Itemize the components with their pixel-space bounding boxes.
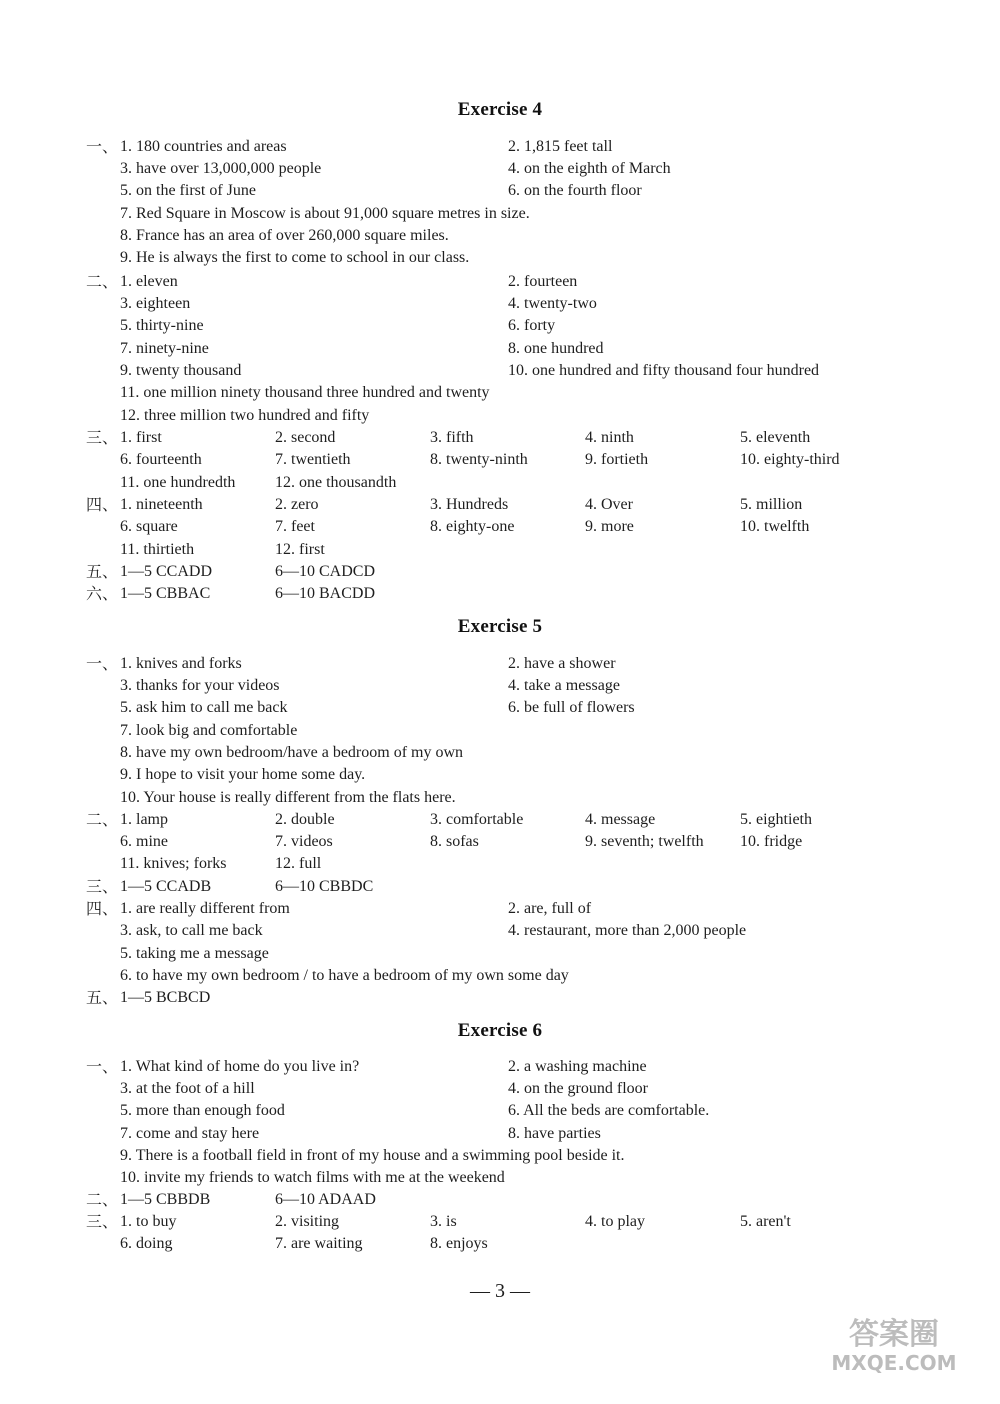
ex5-s1-row2 xyxy=(0,675,1000,697)
answer-item: 6. forty xyxy=(508,317,556,334)
ex6-s2-row xyxy=(0,1189,1000,1211)
answer-item: 1. to buy xyxy=(120,1213,177,1230)
answer-item: 1—5 CBBAC xyxy=(120,585,211,602)
answer-item: 6. All the beds are comfortable. xyxy=(508,1102,710,1119)
watermark-bottom-text: MXQE.COM xyxy=(831,1351,957,1375)
ex5-s4-row3 xyxy=(0,943,1000,965)
answer-item: 5. thirty-nine xyxy=(120,317,204,334)
answer-item: 5. on the first of June xyxy=(120,182,256,199)
ex6-s1-row5 xyxy=(0,1145,1000,1167)
answer-item: 1. lamp xyxy=(120,811,168,828)
answer-item: 4. message xyxy=(585,811,656,828)
ex4-s2-row2 xyxy=(0,293,1000,315)
ex5-s2-row3 xyxy=(0,853,1000,875)
answer-item: 5. taking me a message xyxy=(120,945,269,962)
ex4-s6-row xyxy=(0,583,1000,605)
answer-item: 4. Over xyxy=(585,496,633,513)
answer-item: 8. have my own bedroom/have a bedroom of my own xyxy=(120,744,464,761)
page-number: — 3 — xyxy=(470,1280,530,1302)
answer-item: 8. eighty-one xyxy=(430,518,515,535)
answer-item: 7. videos xyxy=(275,833,333,850)
answer-item: 3. fifth xyxy=(430,429,474,446)
answer-item: 5. ask him to call me back xyxy=(120,699,288,716)
section-number: 三、 xyxy=(86,877,119,896)
answer-item: 10. Your house is really different from the flats here. xyxy=(120,789,456,806)
answer-item: 11. knives; forks xyxy=(120,855,227,872)
ex6-s1-row6 xyxy=(0,1167,1000,1189)
section-number: 三、 xyxy=(86,428,119,447)
answer-item: 5. eightieth xyxy=(740,811,812,828)
ex4-s1-row2 xyxy=(0,158,1000,180)
section-number: 三、 xyxy=(86,1212,119,1231)
answer-item: 6. be full of flowers xyxy=(508,699,635,716)
answer-item: 7. come and stay here xyxy=(120,1125,260,1142)
ex6-s1-row3 xyxy=(0,1100,1000,1122)
exercise-5-title: Exercise 5 xyxy=(457,616,543,637)
answer-item: 5. aren't xyxy=(740,1213,791,1230)
ex5-s4-row4 xyxy=(0,965,1000,987)
ex5-s1-row4 xyxy=(0,720,1000,742)
answer-item: 7. Red Square in Moscow is about 91,000 square metres in size. xyxy=(120,205,530,222)
section-number: 一、 xyxy=(86,137,119,156)
answer-item: 4. on the eighth of March xyxy=(508,160,671,177)
answer-item: 12. full xyxy=(275,855,322,872)
ex5-s5-row xyxy=(0,987,1000,1009)
ex4-s1-row6 xyxy=(0,247,1000,269)
answer-item: 7. ninety-nine xyxy=(120,340,209,357)
answer-item: 6—10 CADCD xyxy=(275,563,376,580)
answer-item: 8. one hundred xyxy=(508,340,604,357)
ex5-s2-row1 xyxy=(0,809,1000,831)
answer-item: 9. fortieth xyxy=(585,451,649,468)
answer-item: 6—10 ADAAD xyxy=(275,1191,376,1208)
answer-item: 3. comfortable xyxy=(430,811,524,828)
answer-item: 2. visiting xyxy=(275,1213,340,1230)
section-number: 四、 xyxy=(86,495,119,514)
section-number: 一、 xyxy=(86,654,119,673)
ex4-s2-row3 xyxy=(0,315,1000,337)
answer-item: 9. seventh; twelfth xyxy=(585,833,704,850)
answer-item: 10. twelfth xyxy=(740,518,810,535)
answer-item: 2. zero xyxy=(275,496,319,513)
ex5-s1-row5 xyxy=(0,742,1000,764)
ex5-s1-row3 xyxy=(0,697,1000,719)
answer-item: 3. Hundreds xyxy=(430,496,509,513)
answer-item: 4. restaurant, more than 2,000 people xyxy=(508,922,747,939)
answer-item: 10. invite my friends to watch films with me at the weekend xyxy=(120,1169,505,1186)
answer-item: 1. knives and forks xyxy=(120,655,242,672)
answer-item: 1—5 CCADD xyxy=(120,563,213,580)
answer-item: 3. ask, to call me back xyxy=(120,922,263,939)
answer-item: 1. What kind of home do you live in? xyxy=(120,1058,360,1075)
section-number: 一、 xyxy=(86,1057,119,1076)
answer-item: 4. twenty-two xyxy=(508,295,597,312)
ex5-s2-row2 xyxy=(0,831,1000,853)
answer-item: 9. I hope to visit your home some day. xyxy=(120,766,366,783)
answer-item: 2. have a shower xyxy=(508,655,616,672)
ex5-s1-row1 xyxy=(0,653,1000,675)
answer-item: 2. are, full of xyxy=(508,900,592,917)
answer-item: 8. France has an area of over 260,000 square miles. xyxy=(120,227,449,244)
answer-item: 8. sofas xyxy=(430,833,479,850)
ex6-s1-row1 xyxy=(0,1056,1000,1078)
answer-item: 2. fourteen xyxy=(508,273,578,290)
answer-item: 3. at the foot of a hill xyxy=(120,1080,255,1097)
section-number: 五、 xyxy=(86,562,119,581)
answer-item: 10. fridge xyxy=(740,833,803,850)
ex4-s2-row7 xyxy=(0,405,1000,427)
answer-item: 3. thanks for your videos xyxy=(120,677,280,694)
section-number: 二、 xyxy=(86,810,119,829)
section-number: 六、 xyxy=(86,584,119,603)
answer-item: 1. 180 countries and areas xyxy=(120,138,287,155)
answer-item: 6. fourteenth xyxy=(120,451,202,468)
answer-item: 12. three million two hundred and fifty xyxy=(120,407,370,424)
answer-item: 12. one thousandth xyxy=(275,474,397,491)
answer-item: 2. a washing machine xyxy=(508,1058,647,1075)
answer-item: 1—5 BCBCD xyxy=(120,989,211,1006)
ex5-s1-row6 xyxy=(0,764,1000,786)
watermark-logo xyxy=(788,1312,988,1376)
answer-item: 10. one hundred and fifty thousand four hundred xyxy=(508,362,820,379)
section-number: 四、 xyxy=(86,899,119,918)
ex4-s1-row5 xyxy=(0,225,1000,247)
ex5-s1-row7 xyxy=(0,787,1000,809)
answer-item: 7. twentieth xyxy=(275,451,351,468)
answer-item: 7. look big and comfortable xyxy=(120,722,298,739)
answer-item: 1. nineteenth xyxy=(120,496,203,513)
ex4-s1-row4 xyxy=(0,203,1000,225)
answer-item: 6. on the fourth floor xyxy=(508,182,642,199)
ex5-s4-row1 xyxy=(0,898,1000,920)
answer-item: 11. thirtieth xyxy=(120,541,195,558)
ex4-s2-row6 xyxy=(0,382,1000,404)
ex5-s4-row2 xyxy=(0,920,1000,942)
ex4-s2-row5 xyxy=(0,360,1000,382)
answer-item: 5. million xyxy=(740,496,803,513)
ex4-s4-row1 xyxy=(0,494,1000,516)
answer-item: 2. double xyxy=(275,811,335,828)
ex4-s4-row2 xyxy=(0,516,1000,538)
ex6-s3-row1 xyxy=(0,1211,1000,1233)
exercise-4-title: Exercise 4 xyxy=(457,99,543,120)
ex5-s3-row xyxy=(0,876,1000,898)
answer-item: 6—10 CBBDC xyxy=(275,878,374,895)
answer-item: 1—5 CBBDB xyxy=(120,1191,211,1208)
answer-item: 11. one hundredth xyxy=(120,474,236,491)
answer-item: 4. on the ground floor xyxy=(508,1080,648,1097)
answer-item: 8. enjoys xyxy=(430,1235,488,1252)
ex4-s1-row1 xyxy=(0,136,1000,158)
answer-item: 3. is xyxy=(430,1213,457,1230)
answer-item: 2. 1,815 feet tall xyxy=(508,138,613,155)
answer-item: 1—5 CCADB xyxy=(120,878,212,895)
answer-item: 1. eleven xyxy=(120,273,178,290)
ex6-s3-row2 xyxy=(0,1233,1000,1255)
answer-item: 11. one million ninety thousand three hundred and twenty xyxy=(120,384,490,401)
section-number: 二、 xyxy=(86,1190,119,1209)
ex4-s3-row2 xyxy=(0,449,1000,471)
answer-item: 7. are waiting xyxy=(275,1235,363,1252)
section-number: 五、 xyxy=(86,988,119,1007)
answer-item: 7. feet xyxy=(275,518,315,535)
watermark-top-text: 答案圈 xyxy=(849,1317,939,1352)
answer-item: 9. There is a football field in front of my house and a swimming pool beside it. xyxy=(120,1147,625,1164)
ex4-s1-row3 xyxy=(0,180,1000,202)
answer-item: 3. have over 13,000,000 people xyxy=(120,160,322,177)
answer-item: 10. eighty-third xyxy=(740,451,840,468)
section-number: 二、 xyxy=(86,272,119,291)
ex4-s2-row1 xyxy=(0,271,1000,293)
ex4-s3-row3 xyxy=(0,472,1000,494)
ex6-s1-row2 xyxy=(0,1078,1000,1100)
answer-item: 6. square xyxy=(120,518,178,535)
answer-item: 9. more xyxy=(585,518,634,535)
exercise-6-title: Exercise 6 xyxy=(457,1020,543,1041)
ex4-s5-row xyxy=(0,561,1000,583)
answer-item: 9. He is always the first to come to school in our class. xyxy=(120,249,470,266)
answer-item: 8. twenty-ninth xyxy=(430,451,528,468)
answer-item: 4. take a message xyxy=(508,677,620,694)
answer-item: 1. are really different from xyxy=(120,900,290,917)
answer-item: 6. mine xyxy=(120,833,168,850)
ex6-s1-row4 xyxy=(0,1123,1000,1145)
ex4-s3-row1 xyxy=(0,427,1000,449)
answer-item: 4. ninth xyxy=(585,429,634,446)
ex4-s2-row4 xyxy=(0,338,1000,360)
answer-item: 6. to have my own bedroom / to have a bedroom of my own some day xyxy=(120,967,569,984)
answer-item: 2. second xyxy=(275,429,336,446)
answer-item: 5. eleventh xyxy=(740,429,811,446)
answer-item: 4. to play xyxy=(585,1213,645,1230)
ex4-s4-row3 xyxy=(0,539,1000,561)
answer-item: 5. more than enough food xyxy=(120,1102,285,1119)
answer-item: 6. doing xyxy=(120,1235,173,1252)
answer-item: 6—10 BACDD xyxy=(275,585,376,602)
answer-item: 3. eighteen xyxy=(120,295,191,312)
answer-item: 9. twenty thousand xyxy=(120,362,242,379)
answer-item: 12. first xyxy=(275,541,325,558)
answer-item: 1. first xyxy=(120,429,162,446)
answer-item: 8. have parties xyxy=(508,1125,601,1142)
